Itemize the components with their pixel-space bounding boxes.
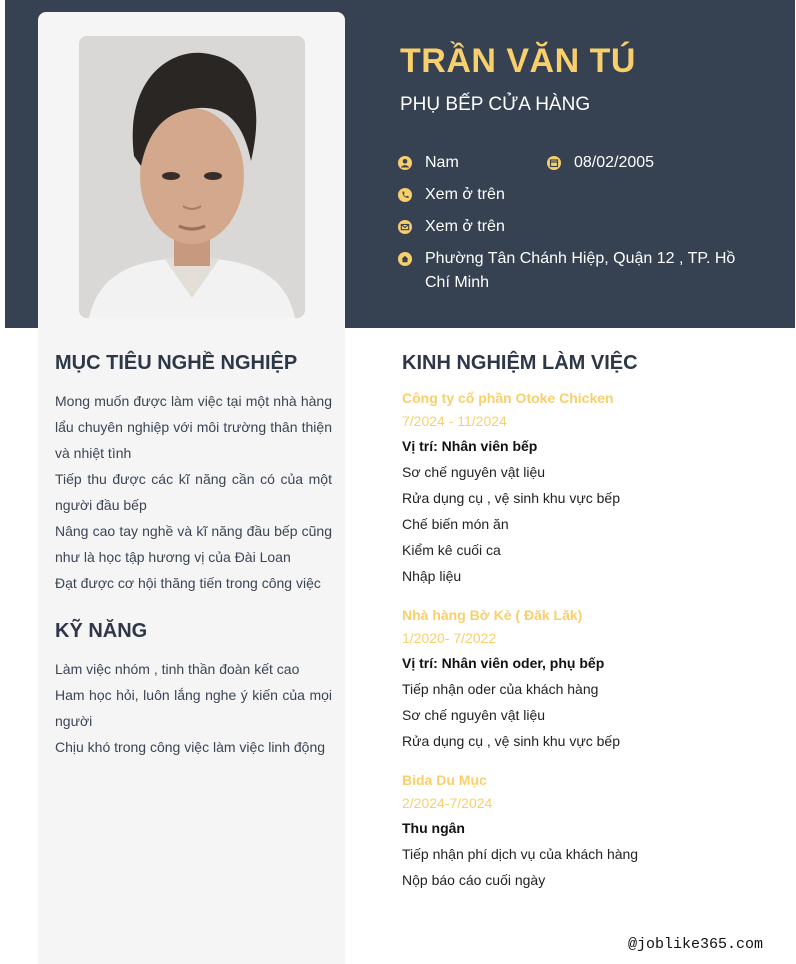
- job-company: Công ty cổ phần Otoke Chicken: [402, 390, 614, 406]
- skill-item: Làm việc nhóm , tinh thần đoàn kết cao: [55, 661, 300, 677]
- job-company: Bida Du Mục: [402, 772, 487, 788]
- envelope-icon: [398, 220, 412, 234]
- watermark: @joblike365.com: [628, 936, 764, 953]
- address-value: Phường Tân Chánh Hiệp, Quận 12 , TP. Hồ Chí Minh: [425, 250, 736, 291]
- job-position: Vị trí: Nhân viên bếp: [402, 438, 538, 454]
- phone-value: Xem ở trên: [425, 186, 505, 203]
- user-icon: [398, 156, 412, 170]
- email-value: Xem ở trên: [425, 218, 505, 235]
- job-period: 1/2020- 7/2022: [402, 630, 497, 646]
- job-position: Vị trí: Nhân viên oder, phụ bếp: [402, 655, 605, 671]
- gender-value: Nam: [425, 154, 459, 171]
- candidate-job-title: PHỤ BẾP CỬA HÀNG: [400, 94, 591, 115]
- job-period: 2/2024-7/2024: [402, 795, 493, 811]
- calendar-icon: [547, 156, 561, 170]
- home-icon: [398, 252, 412, 266]
- job-duty: Nhập liệu: [402, 568, 462, 584]
- objective-heading: MỤC TIÊU NGHỀ NGHIỆP: [55, 352, 298, 374]
- objective-item: Nâng cao tay nghề và kĩ năng đầu bếp cũng như là học tập hương vị của Đài Loan: [55, 523, 332, 565]
- job-duty: Sơ chế nguyên vật liệu: [402, 707, 546, 723]
- job-duty: Rửa dụng cụ , vệ sinh khu vực bếp: [402, 490, 620, 506]
- objective-item: Đạt được cơ hội thăng tiến trong công việc: [55, 575, 321, 591]
- experience-heading: KINH NGHIỆM LÀM VIỆC: [402, 352, 638, 374]
- job-duty: Tiếp nhận phí dịch vụ của khách hàng: [402, 846, 639, 862]
- job-company: Nhà hàng Bờ Kè ( Đăk Lăk): [402, 607, 583, 623]
- job-duty: Rửa dụng cụ , vệ sinh khu vực bếp: [402, 733, 620, 749]
- job-duty: Nộp báo cáo cuối ngày: [402, 872, 546, 888]
- profile-photo: [79, 36, 305, 318]
- job-period: 7/2024 - 11/2024: [402, 413, 507, 429]
- job-position: Thu ngân: [402, 820, 465, 836]
- job-duty: Chế biến món ăn: [402, 516, 509, 532]
- candidate-name: TRẦN VĂN TÚ: [400, 42, 636, 80]
- skill-item: Ham học hỏi, luôn lắng nghe ý kiến của mọi người: [55, 687, 332, 729]
- skill-item: Chịu khó trong công việc làm việc linh động: [55, 739, 326, 755]
- job-duty: Kiểm kê cuối ca: [402, 542, 501, 558]
- job-duty: Sơ chế nguyên vật liệu: [402, 464, 546, 480]
- phone-icon: [398, 188, 412, 202]
- birthdate-value: 08/02/2005: [574, 154, 655, 171]
- objective-item: Mong muốn được làm việc tại một nhà hàng lẩu chuyên nghiệp với môi trường thân thiện và nhiệt tình: [55, 393, 332, 461]
- skills-heading: KỸ NĂNG: [55, 620, 148, 642]
- objective-item: Tiếp thu được các kĩ năng cần có của một người đầu bếp: [55, 471, 332, 513]
- job-duty: Tiếp nhận oder của khách hàng: [402, 681, 599, 697]
